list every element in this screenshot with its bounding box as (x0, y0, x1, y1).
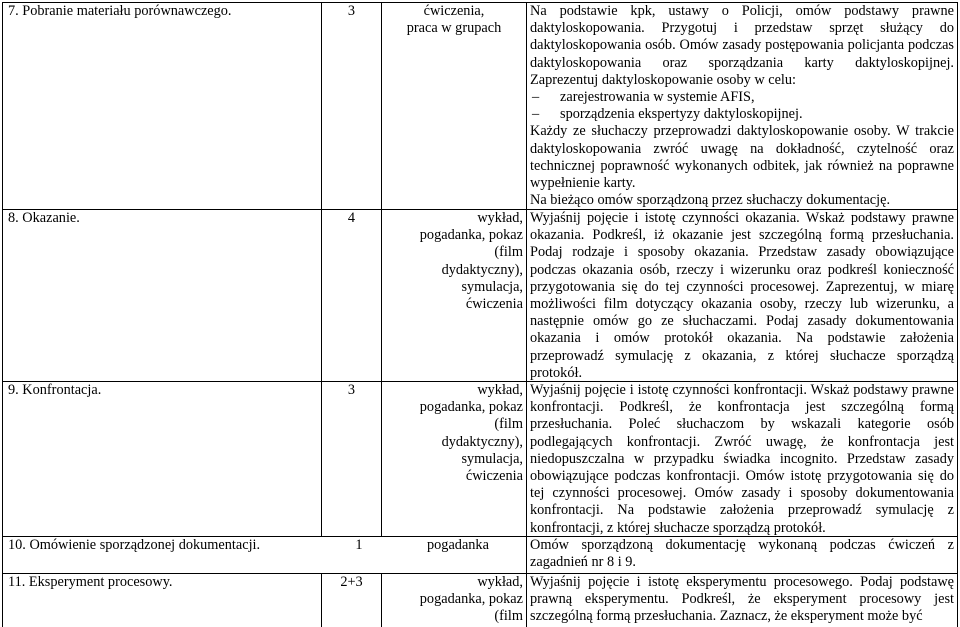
topic-title-cell (3, 210, 322, 381)
topic-title-cell (3, 3, 322, 209)
form-line: ćwiczenia, (423, 3, 485, 19)
table-row (3, 3, 958, 210)
form-line: dydaktyczny), (441, 433, 523, 450)
hours-cell (322, 3, 382, 209)
description-text: Omów sporządzoną dokumentację wykonaną podczas ćwiczeń z zagadnień nr 8 i 9. (530, 537, 954, 571)
hours-cell (322, 382, 382, 536)
topic-title-cell (3, 574, 322, 627)
hours-value: 1 (355, 537, 363, 553)
form-line: praca w grupach (406, 20, 502, 37)
topic-title-cell (3, 382, 322, 536)
table-row (3, 382, 958, 537)
list-item (530, 106, 954, 123)
list-item (530, 89, 954, 106)
form-line: symulacja, (461, 450, 523, 467)
form-line: pogadanka, pokaz (419, 399, 523, 416)
description-cell (527, 574, 958, 627)
form-line: (film (494, 416, 523, 433)
dash-bullet: – (532, 89, 540, 106)
syllabus-table (2, 2, 958, 627)
form-cell (382, 382, 527, 536)
description-text: Każdy ze słuchaczy przeprowadzi daktyloskopowanie osoby. W trakcie daktyloskopowania zwróć uwagę na dokładność, czytelność oraz technicznej poprawność wykonanych odbitek, jak również na poprawne wypełnienie karty. (530, 123, 954, 192)
form-line: ćwiczenia (465, 296, 523, 313)
hours-value: 4 (347, 210, 356, 226)
table-row (3, 537, 958, 574)
hours-value: 2+3 (340, 574, 363, 590)
description-text: Wyjaśnij pojęcie i istotę czynności okazania. Wskaż podstawy prawne okazania. Podkreśl, iż okazanie jest szczególną formą przesłuchania. Podaj rodzaje i sposoby okazania. Przedstaw zasady obowiązujące podczas okazania osób, rzeczy i wizerunku oraz podkreśl konieczność przygotowania się do tej czynności procesowej. Zaprezentuj, w miarę możliwości film dotyczący okazania osoby, rzeczy lub wizerunku, a następnie omów go ze słuchaczami. Podaj zasady dokumentowania okazania i omów protokół okazania. Na podstawie założenia przeprowadź symulację z okazania, z której słuchacze sporządzą protokół. (530, 210, 954, 381)
topic-title: 9. Konfrontacja. (8, 382, 102, 398)
table-row (3, 574, 958, 627)
description-text: Wyjaśnij pojęcie i istotę czynności konfrontacji. Wskaż podstawy prawne konfrontacji. Podkreśl, że konfrontacja jest szczególną formą przesłuchania. Poleć słuchaczom by wskazali kategorie osób podlegających konfrontacji. Zwróć uwagę, że konfrontacja jest niedopuszczalna w przypadku świadka incognito. Przedstaw zasady obowiązujące podczas konfrontacji. Omów istotę przygotowania się do tej czynności procesowej. Omów zasady i sposoby dokumentowania konfrontacji. Na podstawie założenia przeprowadź symulację z konfrontacji, z której słuchacze sporządzą protokół. (530, 382, 954, 536)
form-cell (382, 3, 527, 209)
form-line: wykład, (477, 210, 523, 226)
form-line: pogadanka (427, 537, 489, 553)
list-item-text: zarejestrowania w systemie AFIS, (560, 89, 755, 106)
form-line: pogadanka, pokaz (419, 227, 523, 244)
form-line: (film (494, 608, 523, 625)
description-cell (527, 3, 958, 209)
form-line: (film (494, 244, 523, 261)
dash-bullet: – (532, 106, 540, 123)
form-line: symulacja, (461, 278, 523, 295)
merged-topic-cell (3, 537, 527, 573)
form-line: dydaktyczny), (441, 261, 523, 278)
form-line: wykład, (477, 574, 523, 590)
topic-title: 7. Pobranie materiału porównawczego. (8, 3, 232, 19)
topic-title: 8. Okazanie. (8, 210, 80, 226)
description-text: Wyjaśnij pojęcie i istotę eksperymentu procesowego. Podaj podstawę prawną eksperymentu. Podkreśl, że eksperyment procesowy jest szczególną formą przesłuchania. Zaznacz, że eksperyment może być (530, 574, 954, 625)
topic-title: 11. Eksperyment procesowy. (8, 574, 173, 590)
form-line: wykład, (477, 382, 523, 398)
form-cell (382, 574, 527, 627)
table-row (3, 210, 958, 382)
hours-cell (322, 210, 382, 381)
topic-title: 10. Omówienie sporządzonej dokumentacji. (8, 537, 261, 553)
form-cell (382, 210, 527, 381)
description-cell (527, 537, 958, 573)
hours-value: 3 (347, 3, 356, 19)
description-text: Na bieżąco omów sporządzoną przez słuchaczy dokumentację. (530, 192, 891, 209)
description-text: Na podstawie kpk, ustawy o Policji, omów podstawy prawne daktyloskopowania. Przygotuj i przedstaw sprzęt służący do daktyloskopowania osób. Omów zasady postępowania policjanta podczas daktyloskopowania oraz sporządzania karty daktyloskopijnej. Zaprezentuj daktyloskopowanie osoby w celu: (530, 3, 954, 88)
hours-value: 3 (347, 382, 356, 398)
description-cell (527, 210, 958, 381)
list-item-text: sporządzenia ekspertyzy daktyloskopijnej. (560, 106, 803, 123)
hours-cell (322, 574, 382, 627)
form-line: pogadanka, pokaz (419, 591, 523, 608)
description-cell (527, 382, 958, 536)
form-line: ćwiczenia (465, 468, 523, 485)
